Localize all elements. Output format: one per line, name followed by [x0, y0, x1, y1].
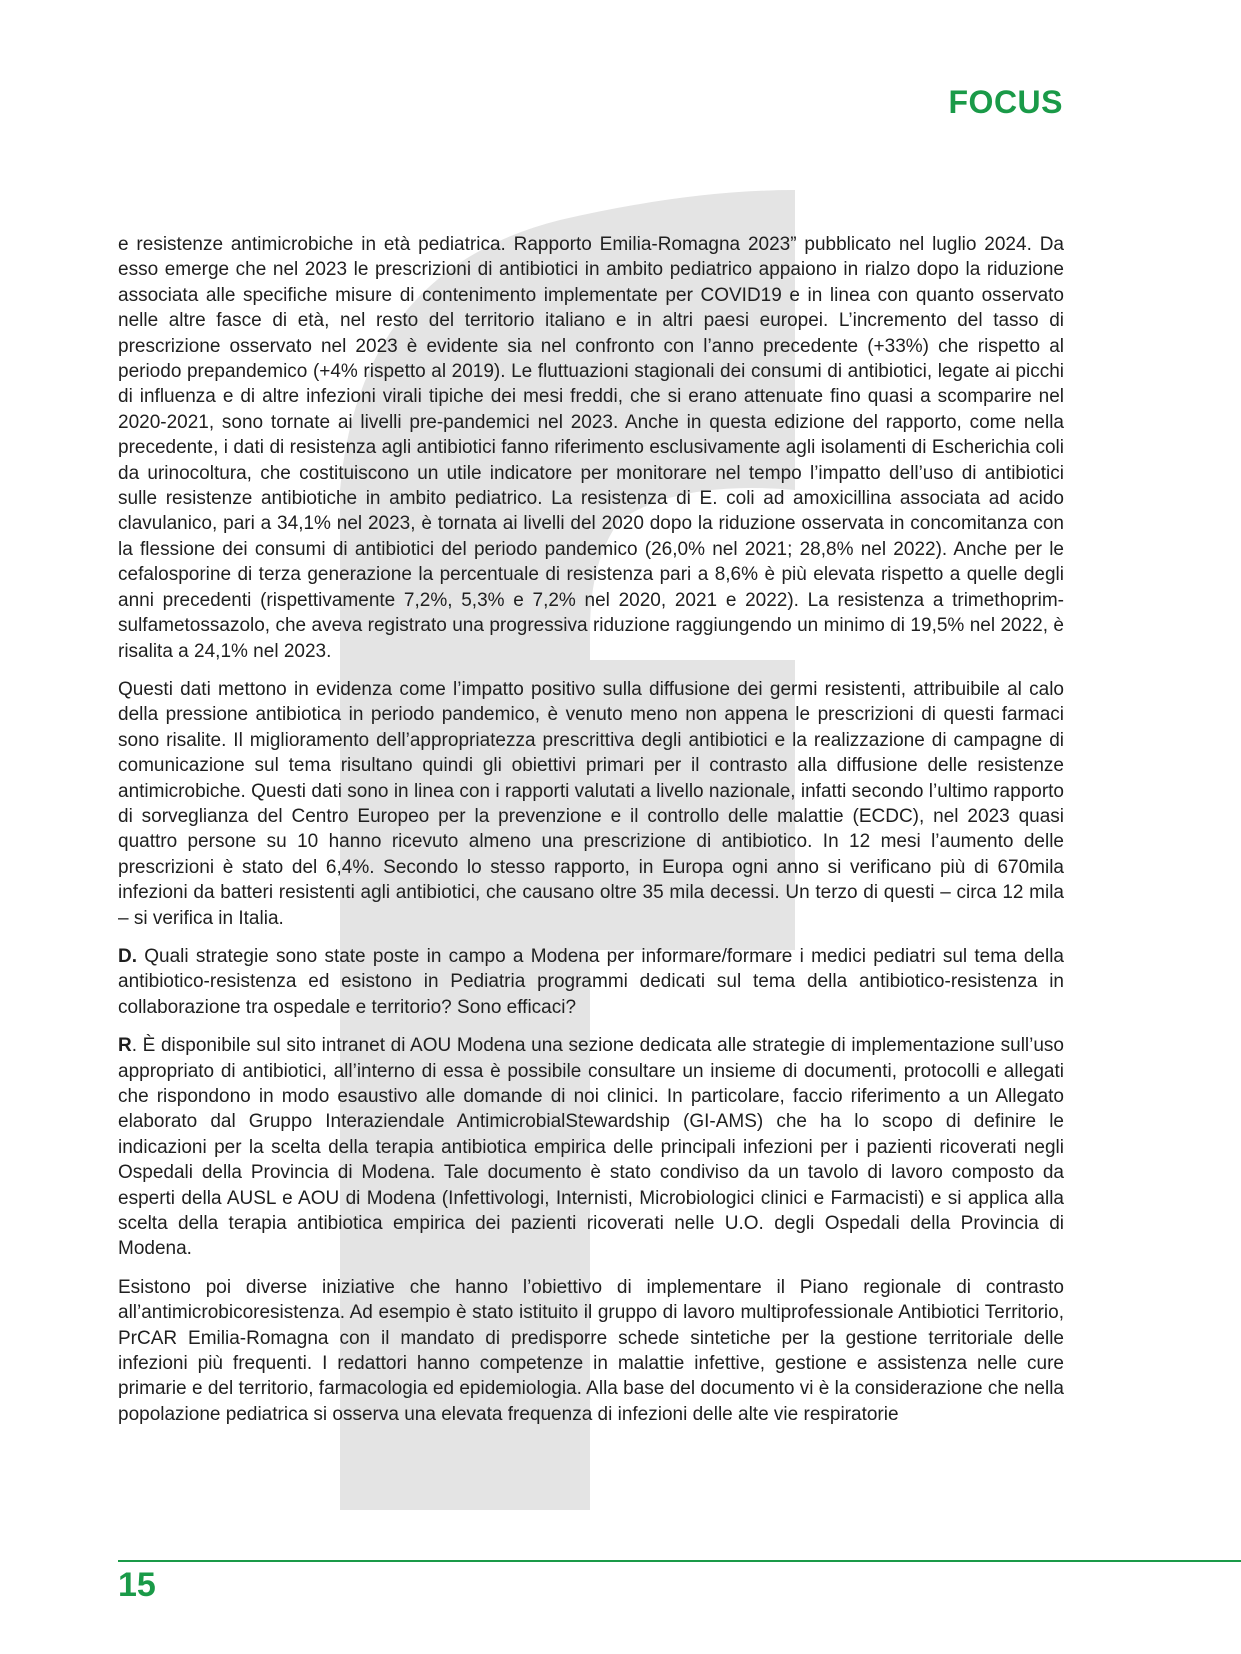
- paragraph-1: e resistenze antimicrobiche in età pediatrica. Rapporto Emilia-Romagna 2023” pubblicato nel luglio 2024. Da esso emerge che nel 2023 le prescrizioni di antibiotici in ambito pediatrico appaiono in rialzo dopo la riduzione associata alle specifiche misure di contenimento implementate per COVID19 e in linea con quanto osservato nelle altre fasce di età, nel resto del territorio italiano e in altri paesi europei. L’incremento del tasso di prescrizione osservato nel 2023 è evidente sia nel confronto con l’anno precedente (+33%) che rispetto al periodo prepandemico (+4% rispetto al 2019). Le fluttuazioni stagionali dei consumi di antibiotici, legate ai picchi di influenza e di altre infezioni virali tipiche dei mesi freddi, che si erano attenuate fino quasi a scomparire nel 2020-2021, sono tornate ai livelli pre-pandemici nel 2023. Anche in questa edizione del rapporto, come nella precedente, i dati di resistenza agli antibiotici fanno riferimento esclusivamente agli isolamenti di Escherichia coli da urinocoltura, che costituiscono un utile indicatore per monitorare nel tempo l’impatto dell’uso di antibiotici sulle resistenze antibiotiche in ambito pediatrico. La resistenza di E. coli ad amoxicillina associata ad acido clavulanico, pari a 34,1% nel 2023, è tornata ai livelli del 2020 dopo la riduzione osservata in concomitanza con la flessione dei consumi di antibiotici del periodo pandemico (26,0% nel 2021; 28,8% nel 2022). Anche per le cefalosporine di terza generazione la percentuale di resistenza pari a 8,6% è più elevata rispetto a quelle degli anni precedenti (rispettivamente 7,2%, 5,3% e 7,2% nel 2020, 2021 e 2022). La resistenza a trimethoprim-sulfametossazolo, che aveva registrato una progressiva riduzione raggiungendo un minimo di 19,5% nel 2022, è risalita a 24,1% nel 2023.: [118, 234, 1064, 662]
- paragraph-5: Esistono poi diverse iniziative che hanno l’obiettivo di implementare il Piano regionale di contrasto all’antimicrobicoresistenza. Ad esempio è stato istituito il gruppo di lavoro multiprofessionale Antibiotici Territorio, PrCAR Emilia-Romagna con il mandato di predisporre schede sintetiche per la gestione territoriale delle infezioni più frequenti. I redattori hanno competenze in malattie infettive, gestione e assistenza nelle cure primarie e del territorio, farmacologia ed epidemiologia. Alla base del documento vi è la considerazione che nella popolazione pediatrica si osserva una elevata frequenza di infezioni delle alte vie respiratorie: [118, 1276, 1064, 1425]
- question-lead: D.: [118, 945, 137, 967]
- answer-lead: R: [118, 1035, 132, 1057]
- answer-paragraph: [118, 1033, 1064, 1262]
- section-title: FOCUS: [948, 84, 1063, 120]
- paragraph-2: Questi dati mettono in evidenza come l’impatto positivo sulla diffusione dei germi resistenti, attribuibile al calo della pressione antibiotica in periodo pandemico, è venuto meno non appena le prescrizioni di questi farmaci sono risalite. Il miglioramento dell’appropriatezza prescrittiva degli antibiotici e la realizzazione di campagne di comunicazione sul tema risultano quindi gli obiettivi primari per il contrasto alla diffusione delle resistenze antimicrobiche. Questi dati sono in linea con i rapporti valutati a livello nazionale, infatti secondo l’ultimo rapporto di sorveglianza del Centro Europeo per la prevenzione e il controllo delle malattie (ECDC), nel 2023 quasi quattro persone su 10 hanno ricevuto almeno una prescrizione di antibiotico. In 12 mesi l’aumento delle prescrizioni è stato del 6,4%. Secondo lo stesso rapporto, in Europa ogni anno si verificano più di 670mila infezioni da batteri resistenti agli antibiotici, che causano oltre 35 mila decessi. Un terzo di questi – circa 12 mila – si verifica in Italia.: [118, 678, 1064, 929]
- article-body: [118, 232, 1064, 1440]
- answer-text: . È disponibile sul sito intranet di AOU Modena una sezione dedicata alle strategie di implementazione sull’uso appropriato di antibiotici, all’interno di essa è possibile consultare un insieme di documenti, protocolli e allegati che rispondono in modo esaustivo alle domande di noi clinici. In particolare, faccio riferimento a un Allegato elaborato dal Gruppo Interaziendale AntimicrobialStewardship (GI-AMS) che ha lo scopo di definire le indicazioni per la scelta della terapia antibiotica empirica delle principali infezioni per i pazienti ricoverati negli Ospedali della Provincia di Modena. Tale documento è stato condiviso da un tavolo di lavoro composto da esperti della AUSL e AOU di Modena (Infettivologi, Internisti, Microbiologici clinici e Farmacisti) e si applica alla scelta della terapia antibiotica empirica dei pazienti ricoverati nelle U.O. degli Ospedali della Provincia di Modena.: [118, 1035, 1064, 1260]
- question-text: Quali strategie sono state poste in campo a Modena per informare/formare i medici pediatri sul tema della antibiotico-resistenza ed esistono in Pediatria programmi dedicati sul tema della antibiotico-resistenza in collaborazione tra ospedale e territorio? Sono efficaci?: [118, 945, 1064, 1018]
- question-paragraph: [118, 944, 1064, 1020]
- footer-divider: [118, 1560, 1241, 1562]
- page-number: 15: [118, 1566, 156, 1604]
